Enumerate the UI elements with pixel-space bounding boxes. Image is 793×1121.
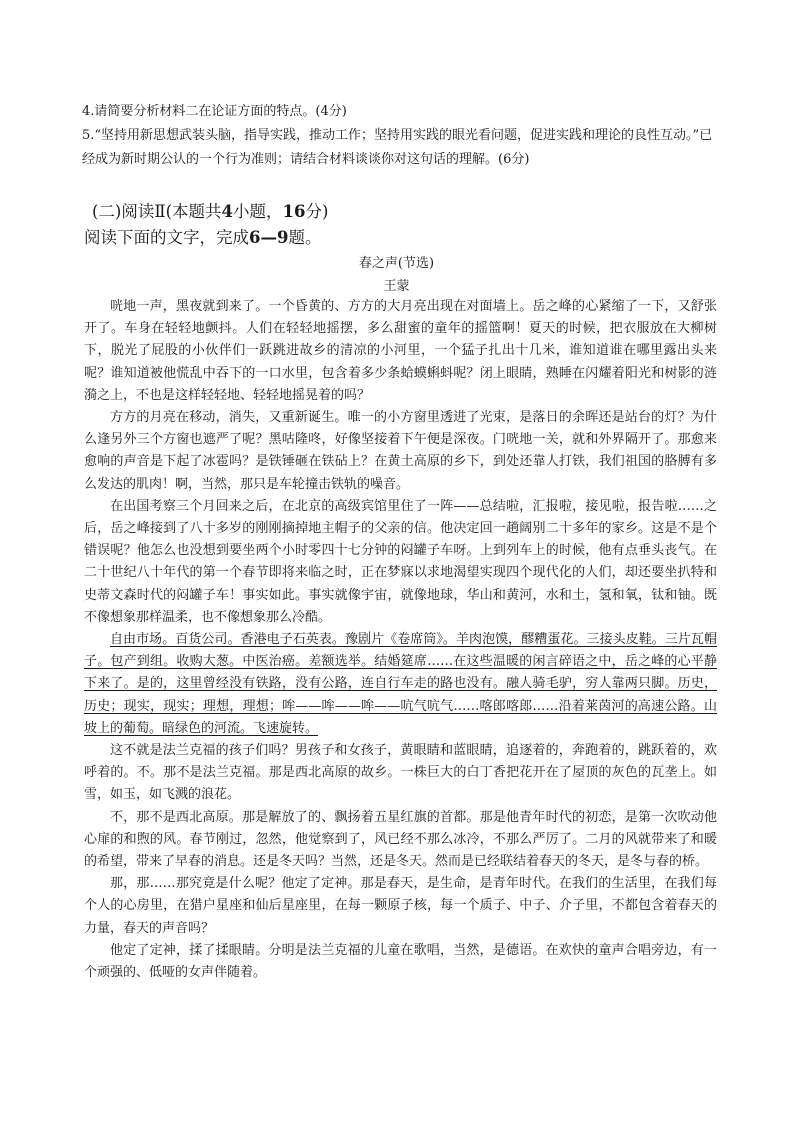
paragraph: 方方的月亮在移动，消失，又重新诞生。唯一的小方窗里透进了光束，是落日的余晖还是站台的灯？为什么逢另外三个方窗也遮严了呢？黑咕隆咚，好像坚接着下午便是深夜。门咣地一关，就和外界隔开了。那愈来愈响的声音是下起了冰雹吗？是铁锤砸在铁砧上？在黄土高原的乡下，到处还靠人打铁，我们祖国的胳膊有多么发达的肌肉！啊，当然，那只是车轮撞击铁轨的噪音。 bbox=[84, 410, 717, 492]
question-5: 5.“坚持用新思想武装头脑，指导实践，推动工作；坚持用实践的眼光看问题，促进实践和理论的良性互动。”已经成为新时期公认的一个行为准则；请结合材料谈谈你对这句话的理解。(6分) bbox=[82, 128, 713, 167]
article-author: 王蒙 bbox=[383, 279, 410, 294]
section-title: (二)阅读Ⅱ(本题共4小题，16分) bbox=[92, 202, 329, 221]
paragraph: 咣地一声，黑夜就到来了。一个昏黄的、方方的大月亮出现在对面墙上。岳之峰的心紧缩了一下，又舒张开了。车身在轻轻地颤抖。人们在轻轻地摇摆，多么甜蜜的童年的摇篮啊！夏天的时候，把衣服放在大柳树下，脱光了屁股的小伙伴们一跃跳进故乡的清凉的小河里，一个猛子扎出十几米，谁知道谁在哪里露出头来呢？谁知道被他慌乱中吞下的一口水里，包含着多少条蛤蟆蝌蚪呢？闭上眼睛，熟睡在闪耀着阳光和树影的涟漪之上，不也是这样轻轻地、轻轻地摇晃着的吗？ bbox=[84, 299, 717, 403]
article-body bbox=[84, 296, 717, 984]
section-instruction: 阅读下面的文字，完成6—9题。 bbox=[84, 228, 322, 247]
paragraph: 这不就是法兰克福的孩子们吗？男孩子和女孩子，黄眼睛和蓝眼睛，追逐着的，奔跑着的，跳跃着的，欢呼着的。不。那不是法兰克福。那是西北高原的故乡。一株巨大的白丁香把花开在了屋顶的灰色的瓦垄上。如雪，如玉，如飞溅的浪花。 bbox=[84, 743, 717, 803]
article-title: 春之声(节选) bbox=[358, 256, 435, 271]
question-4: 4.请简要分析材料二在论证方面的特点。(4分) bbox=[82, 104, 347, 119]
paragraph: 那，那……那究竟是什么呢？他定了定神。那是春天，是生命，是青年时代。在我们的生活里，在我们每个人的心房里，在猎户星座和仙后星座里，在每一颗原子核，每一个质子、中子、介子里，不都包含着春天的力量，春天的声音吗？ bbox=[84, 876, 717, 936]
underlined-paragraph: 自由市场。百货公司。香港电子石英表。豫剧片《卷席筒》。羊肉泡馍，醪糟蛋花。三接头皮鞋。三片瓦帽子。包产到组。收购大葱。中医治癌。差额选举。结婚筵席……在这些温暖的闲言碎语之中，岳之峰的心平静下来了。是的，这里曾经没有铁路，没有公路，连自行车走的路也没有。融人骑毛驴，穷人靠两只脚。历史，历史；现实，现实；理想，理想；哞——哞——哞——吭气吭气……喀郎喀郎……沿着莱茵河的高速公路。山坡上的葡萄。暗绿色的河流。飞速旋转。 bbox=[84, 632, 717, 736]
paragraph: 他定了定神，揉了揉眼睛。分明是法兰克福的儿童在歌唱，当然，是德语。在欢快的童声合唱旁边，有一个顽强的、低哑的女声伴随着。 bbox=[84, 942, 717, 981]
paragraph: 在出国考察三个月回来之后，在北京的高级宾馆里住了一阵——总结啦，汇报啦，接见啦，报告啦……之后，岳之峰接到了八十多岁的刚刚摘掉地主帽子的父亲的信。他决定回一趟阔别二十多年的家乡。这是不是个错误呢？他怎么也没想到要坐两个小时零四十七分钟的闷罐子车呀。上到列车上的时候，他有点垂头丧气。在二十世纪八十年代的第一个春节即将来临之时，正在梦寐以求地渴望实现四个现代化的人们，却还要坐扒特和史蒂文森时代的闷罐子车！事实如此。事实就像宇宙，就像地球，华山和黄河，水和土，氢和氧，钛和铀。既不像想象那样温柔，也不像想象那么冷酷。 bbox=[84, 498, 717, 625]
paragraph: 不，那不是西北高原。那是解放了的、飘扬着五星红旗的首都。那是他青年时代的初恋，是第一次吹动他心扉的和煦的风。春节刚过，忽然，他觉察到了，风已经不那么冰冷，不那么严厉了。二月的风就带来了和暖的希望，带来了早春的消息。还是冬天吗？当然，还是冬天。然而是已经联结着春天的冬天，是冬与春的桥。 bbox=[84, 809, 717, 870]
